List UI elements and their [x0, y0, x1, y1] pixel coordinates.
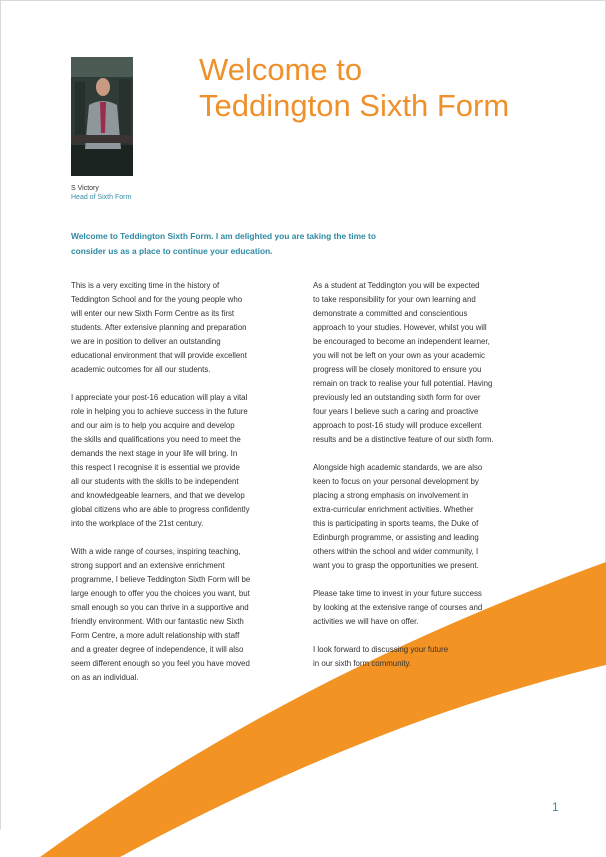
text-line: programme, I believe Teddington Sixth Form will be: [71, 575, 251, 584]
text-line: others within the school and wider community, I: [313, 547, 479, 556]
text-line: This is a very exciting time in the history of: [71, 281, 220, 290]
photo-caption: [71, 184, 131, 202]
text-line: With a wide range of courses, inspiring teaching,: [71, 547, 241, 556]
text-line: the skills and qualifications you need to meet the: [71, 435, 241, 444]
left-paragraph-3: [71, 545, 293, 685]
text-line: on as an individual.: [71, 673, 139, 682]
right-paragraph-3: [313, 587, 535, 629]
text-line: Alongside high academic standards, we are also: [313, 463, 483, 472]
text-line: this respect I recognise it is essential we provide: [71, 463, 240, 472]
portrait-photo: [71, 57, 133, 176]
text-line: global citizens who are able to progress confidently: [71, 505, 250, 514]
right-paragraph-4: [313, 643, 535, 671]
intro-line-2: consider us as a place to continue your education.: [71, 246, 273, 256]
text-line: demands the next stage in your life will bring. In: [71, 449, 238, 458]
text-line: keen to focus on your personal development by: [313, 477, 479, 486]
text-line: and knowledgeable learners, and that we develop: [71, 491, 245, 500]
right-paragraph-2: [313, 461, 535, 573]
left-paragraph-1: [71, 279, 293, 377]
text-line: I look forward to discussing your future: [313, 645, 449, 654]
page-number: 1: [552, 800, 559, 814]
right-column: [313, 279, 535, 685]
text-line: we are in position to deliver an outstanding: [71, 337, 221, 346]
text-line: approach to post-16 study will produce excellent: [313, 421, 482, 430]
text-line: and our aim is to help you acquire and develop: [71, 421, 235, 430]
title-line-2: Teddington Sixth Form: [199, 88, 510, 123]
text-line: seem different enough so you feel you have moved: [71, 659, 250, 668]
text-line: I appreciate your post-16 education will play a vital: [71, 393, 248, 402]
text-line: Please take time to invest in your future success: [313, 589, 482, 598]
profile-role: Head of Sixth Form: [71, 194, 132, 201]
text-line: into the workplace of the 21st century.: [71, 519, 204, 528]
intro-line-1: Welcome to Teddington Sixth Form. I am delighted you are taking the time to: [71, 231, 376, 241]
text-line: all our students with the skills to be independent: [71, 477, 239, 486]
text-line: by looking at the extensive range of courses and: [313, 603, 483, 612]
text-line: role in helping you to achieve success in the future: [71, 407, 248, 416]
left-paragraph-2: [71, 391, 293, 531]
text-line: be encouraged to become an independent learner,: [313, 337, 490, 346]
profile-name: S Victory: [71, 185, 99, 192]
text-line: large enough to offer you the choices you want, but: [71, 589, 250, 598]
text-line: Teddington School and for the young people who: [71, 295, 243, 304]
text-line: will enter our new Sixth Form Centre as its first: [71, 309, 235, 318]
text-line: in our sixth form community.: [313, 659, 412, 668]
text-line: four years I believe such a caring and proactive: [313, 407, 479, 416]
text-line: progress will be closely monitored to ensure you: [313, 365, 482, 374]
right-paragraph-1: [313, 279, 535, 447]
text-line: small enough so you can thrive in a supportive and: [71, 603, 249, 612]
text-line: and a greater degree of independence, it will also: [71, 645, 244, 654]
text-line: academic outcomes for all our students.: [71, 365, 211, 374]
text-line: activities we will have on offer.: [313, 617, 419, 626]
text-line: want you to grasp the opportunities we present.: [313, 561, 479, 570]
text-line: educational environment that will provide excellent: [71, 351, 247, 360]
text-line: to take responsibility for your own learning and: [313, 295, 476, 304]
title-line-1: Welcome to: [199, 52, 363, 87]
text-line: As a student at Teddington you will be expected: [313, 281, 480, 290]
text-line: Edinburgh programme, or assisting and leading: [313, 533, 479, 542]
text-line: you will not be left on your own as your academic: [313, 351, 485, 360]
text-line: extra-curricular enrichment activities. Whether: [313, 505, 474, 514]
text-line: previously led an outstanding sixth form for over: [313, 393, 481, 402]
text-line: results and be a distinctive feature of our sixth form.: [313, 435, 494, 444]
text-line: Form Centre, a more adult relationship with staff: [71, 631, 240, 640]
text-line: placing a strong emphasis on involvement in: [313, 491, 469, 500]
text-line: friendly environment. With our fantastic new Sixth: [71, 617, 244, 626]
left-column: [71, 279, 293, 699]
text-line: remain on track to realise your full potential. Having: [313, 379, 493, 388]
intro-text: [71, 229, 431, 259]
text-line: strong support and an extensive enrichment: [71, 561, 225, 570]
page-title: [199, 52, 509, 124]
text-line: approach to your studies. However, whilst you will: [313, 323, 487, 332]
text-line: students. After extensive planning and preparation: [71, 323, 247, 332]
text-line: this is participating in sports teams, the Duke of: [313, 519, 479, 528]
text-line: demonstrate a committed and conscientious: [313, 309, 468, 318]
